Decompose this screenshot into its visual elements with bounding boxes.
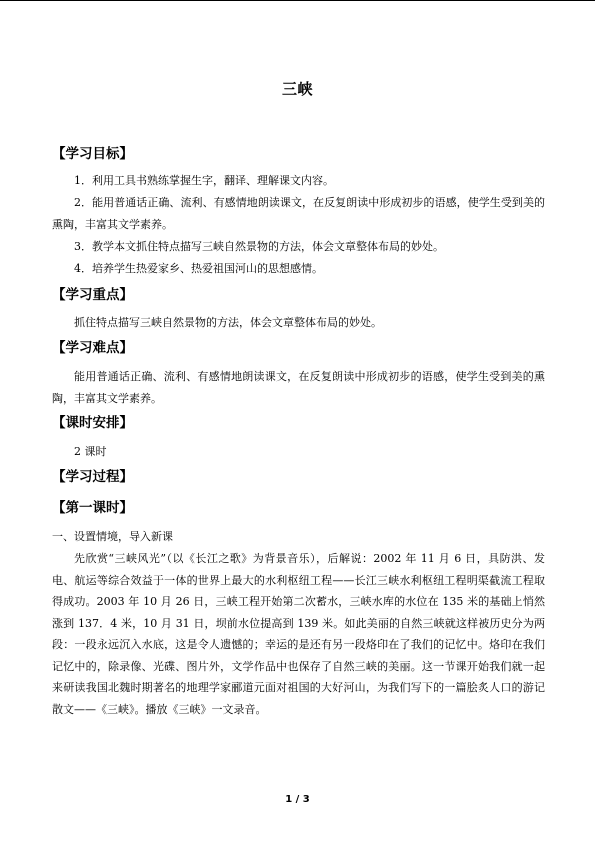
objectives-heading: 【学习目标】: [52, 146, 133, 162]
document-title: 三峡: [281, 80, 313, 98]
key-points-text: 抓住特点描写三峡自然景物的方法，体会文章整体布局的妙处。: [74, 316, 382, 329]
first-lesson-heading: 【第一课时】: [52, 500, 133, 516]
key-points-heading: 【学习重点】: [52, 287, 133, 303]
step-title: 一、设置情境，导入新课: [52, 530, 173, 543]
schedule-text: 2 课时: [74, 445, 107, 458]
lesson-body-text: 先欣赏“三峡风光”（以《长江之歌》为背景音乐），后解说：2002 年 11 月 6 日，具防洪、发电、航运等综合效益于一体的世界上最大的水利枢纽工程——长江三峡水利枢纽工程明渠截流工程取得成功。2003 年 10 月 26 日，三峡工程开始第二次蓄水，三峡水库的水位在 135 米的基础上悄然涨到 137．4 米，10 月 31 日，坝前水位提高到 139 米。如此美丽的自然三峡就这样被历史分为两段：一段永远沉入水底，这是令人遗憾的；幸运的是还有另一段烙印在了我们的记忆中。烙印在我们记忆中的，除录像、光碟、图片外，文学作品中也保存了自然三峡的美丽。这一节课开始我们就一起来研读我国北魏时期著名的地理学家郦道元面对祖国的大好河山，为我们写下的一篇脍炙人口的游记散文——《三峡》。播放《三峡》一文录音。: [52, 552, 545, 716]
difficulties-heading: 【学习难点】: [52, 340, 133, 356]
top-border-line: [0, 0, 595, 1]
difficulties-text: 能用普通话正确、流利、有感情地朗读课文，在反复朗读中形成初步的语感，使学生受到美的熏陶，丰富其文学素养。: [52, 370, 545, 405]
schedule-heading: 【课时安排】: [52, 415, 133, 431]
process-heading: 【学习过程】: [52, 469, 133, 485]
objective-item-3: 3．教学本文抓住特点描写三峡自然景物的方法，体会文章整体布局的妙处。: [74, 240, 444, 253]
objective-item-1: 1．利用工具书熟练掌握生字，翻译、理解课文内容。: [74, 174, 334, 187]
objective-item-2: 2．能用普通话正确、流利、有感情地朗读课文，在反复朗读中形成初步的语感，使学生受到美的熏陶，丰富其文学素养。: [52, 196, 545, 231]
objective-item-4: 4．培养学生热爱家乡、热爱祖国河山的思想感情。: [74, 262, 323, 275]
page-number: 1 / 3: [285, 794, 310, 805]
